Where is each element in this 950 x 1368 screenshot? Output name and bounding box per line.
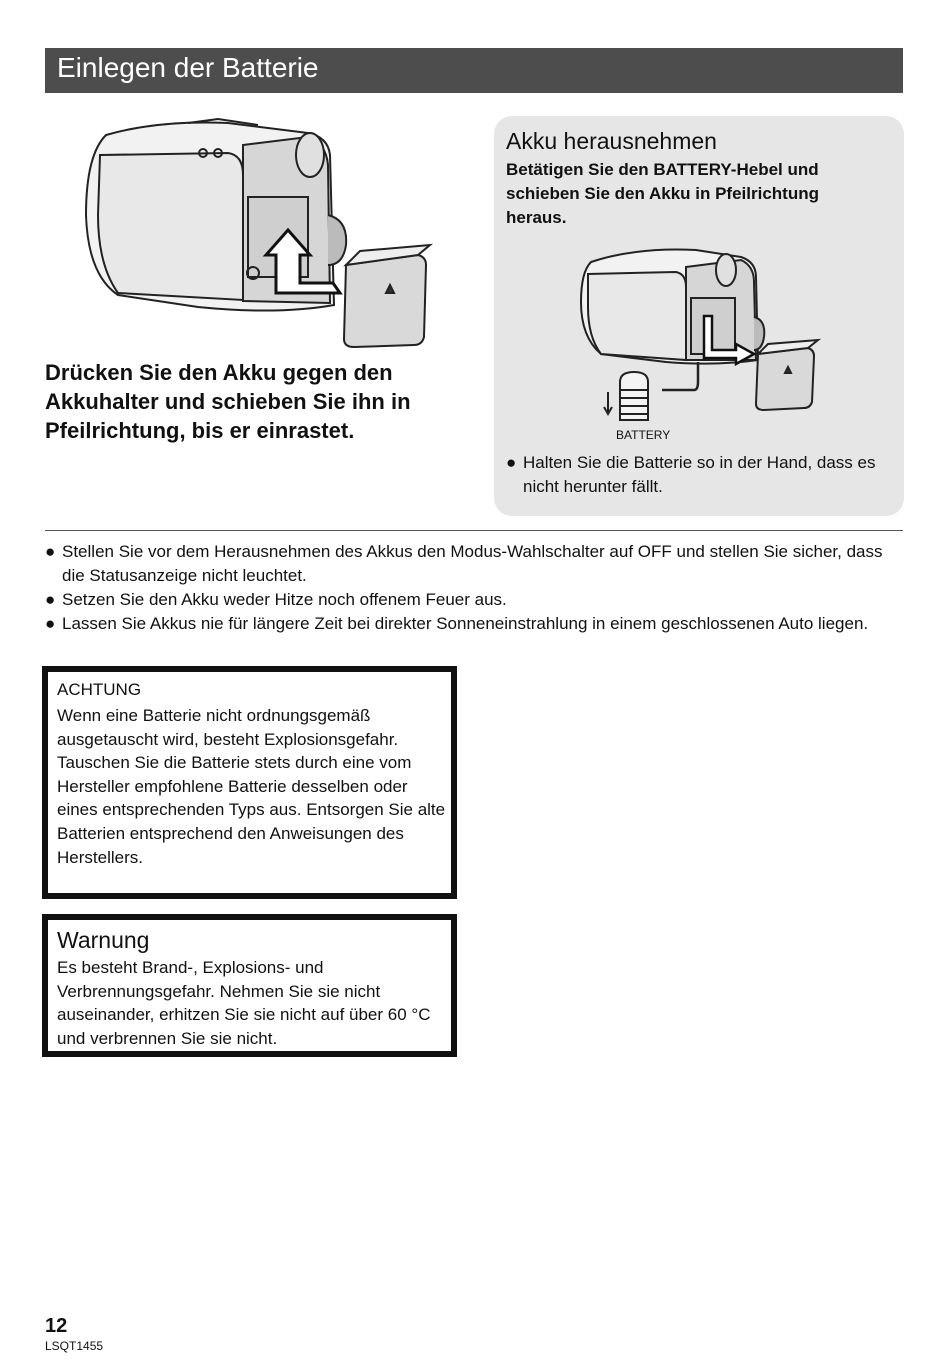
note-text: Lassen Sie Akkus nie für längere Zeit bei direkter Sonneneinstrahlung in einem geschlossenen Auto liegen. — [62, 614, 869, 633]
caution-title: ACHTUNG — [57, 680, 142, 699]
bullet-icon: ● — [45, 590, 56, 609]
model-code: LSQT1455 — [45, 1339, 104, 1353]
insert-battery-illustration — [78, 115, 438, 355]
caution-text: Wenn eine Batterie nicht ordnungsgemäß ausgetauscht wird, besteht Explosionsgefahr. Tauschen Sie die Batterie stets durch eine vom Hersteller empfohlene Batterie desselben oder eines entsprechenden Typs aus. Entsorgen Sie alte Batterien entsprechend den Anweisungen des Herstellers. — [57, 706, 446, 867]
warning-title: Warnung — [57, 927, 150, 953]
remove-battery-instruction: Betätigen Sie den BATTERY-Hebel und schieben Sie den Akku in Pfeilrichtung heraus. — [506, 160, 819, 227]
warning-text: Es besteht Brand-, Explosions- und Verbrennungsgefahr. Nehmen Sie sie nicht auseinander, erhitzen Sie sie nicht auf über 60 °C und verbrennen Sie sie nicht. — [57, 958, 431, 1048]
insert-instruction: Drücken Sie den Akku gegen den Akkuhalter und schieben Sie ihn in Pfeilrichtung, bis er einrastet. — [45, 360, 411, 443]
battery-lever-icon — [604, 362, 698, 420]
battery-lever-label: BATTERY — [616, 428, 671, 442]
warning-box — [42, 914, 457, 1057]
section-header — [45, 48, 903, 93]
list-item — [45, 540, 905, 588]
battery-pack-icon — [756, 340, 818, 410]
remove-battery-illustration — [576, 242, 846, 442]
section-divider — [45, 530, 903, 531]
note-text: Setzen Sie den Akku weder Hitze noch offenem Feuer aus. — [62, 590, 507, 609]
remove-battery-title: Akku herausnehmen — [506, 128, 717, 154]
notes-list — [45, 540, 905, 636]
remove-battery-note — [506, 451, 896, 499]
remove-battery-note-text: Halten Sie die Batterie so in der Hand, dass es nicht herunter fällt. — [523, 453, 876, 496]
remove-battery-panel — [494, 116, 904, 516]
page-title: Einlegen der Batterie — [57, 52, 319, 83]
caution-box — [42, 666, 457, 899]
note-text: Stellen Sie vor dem Herausnehmen des Akkus den Modus-Wahlschalter auf OFF und stellen Sie sicher, dass die Statusanzeige nicht leuchtet. — [62, 542, 883, 585]
list-item — [45, 588, 905, 612]
page-number: 12 — [45, 1315, 68, 1337]
bullet-icon: ● — [45, 614, 56, 633]
battery-pack-icon — [344, 245, 430, 347]
bullet-icon: ● — [506, 453, 517, 472]
list-item — [45, 612, 905, 636]
bullet-icon: ● — [45, 542, 56, 561]
